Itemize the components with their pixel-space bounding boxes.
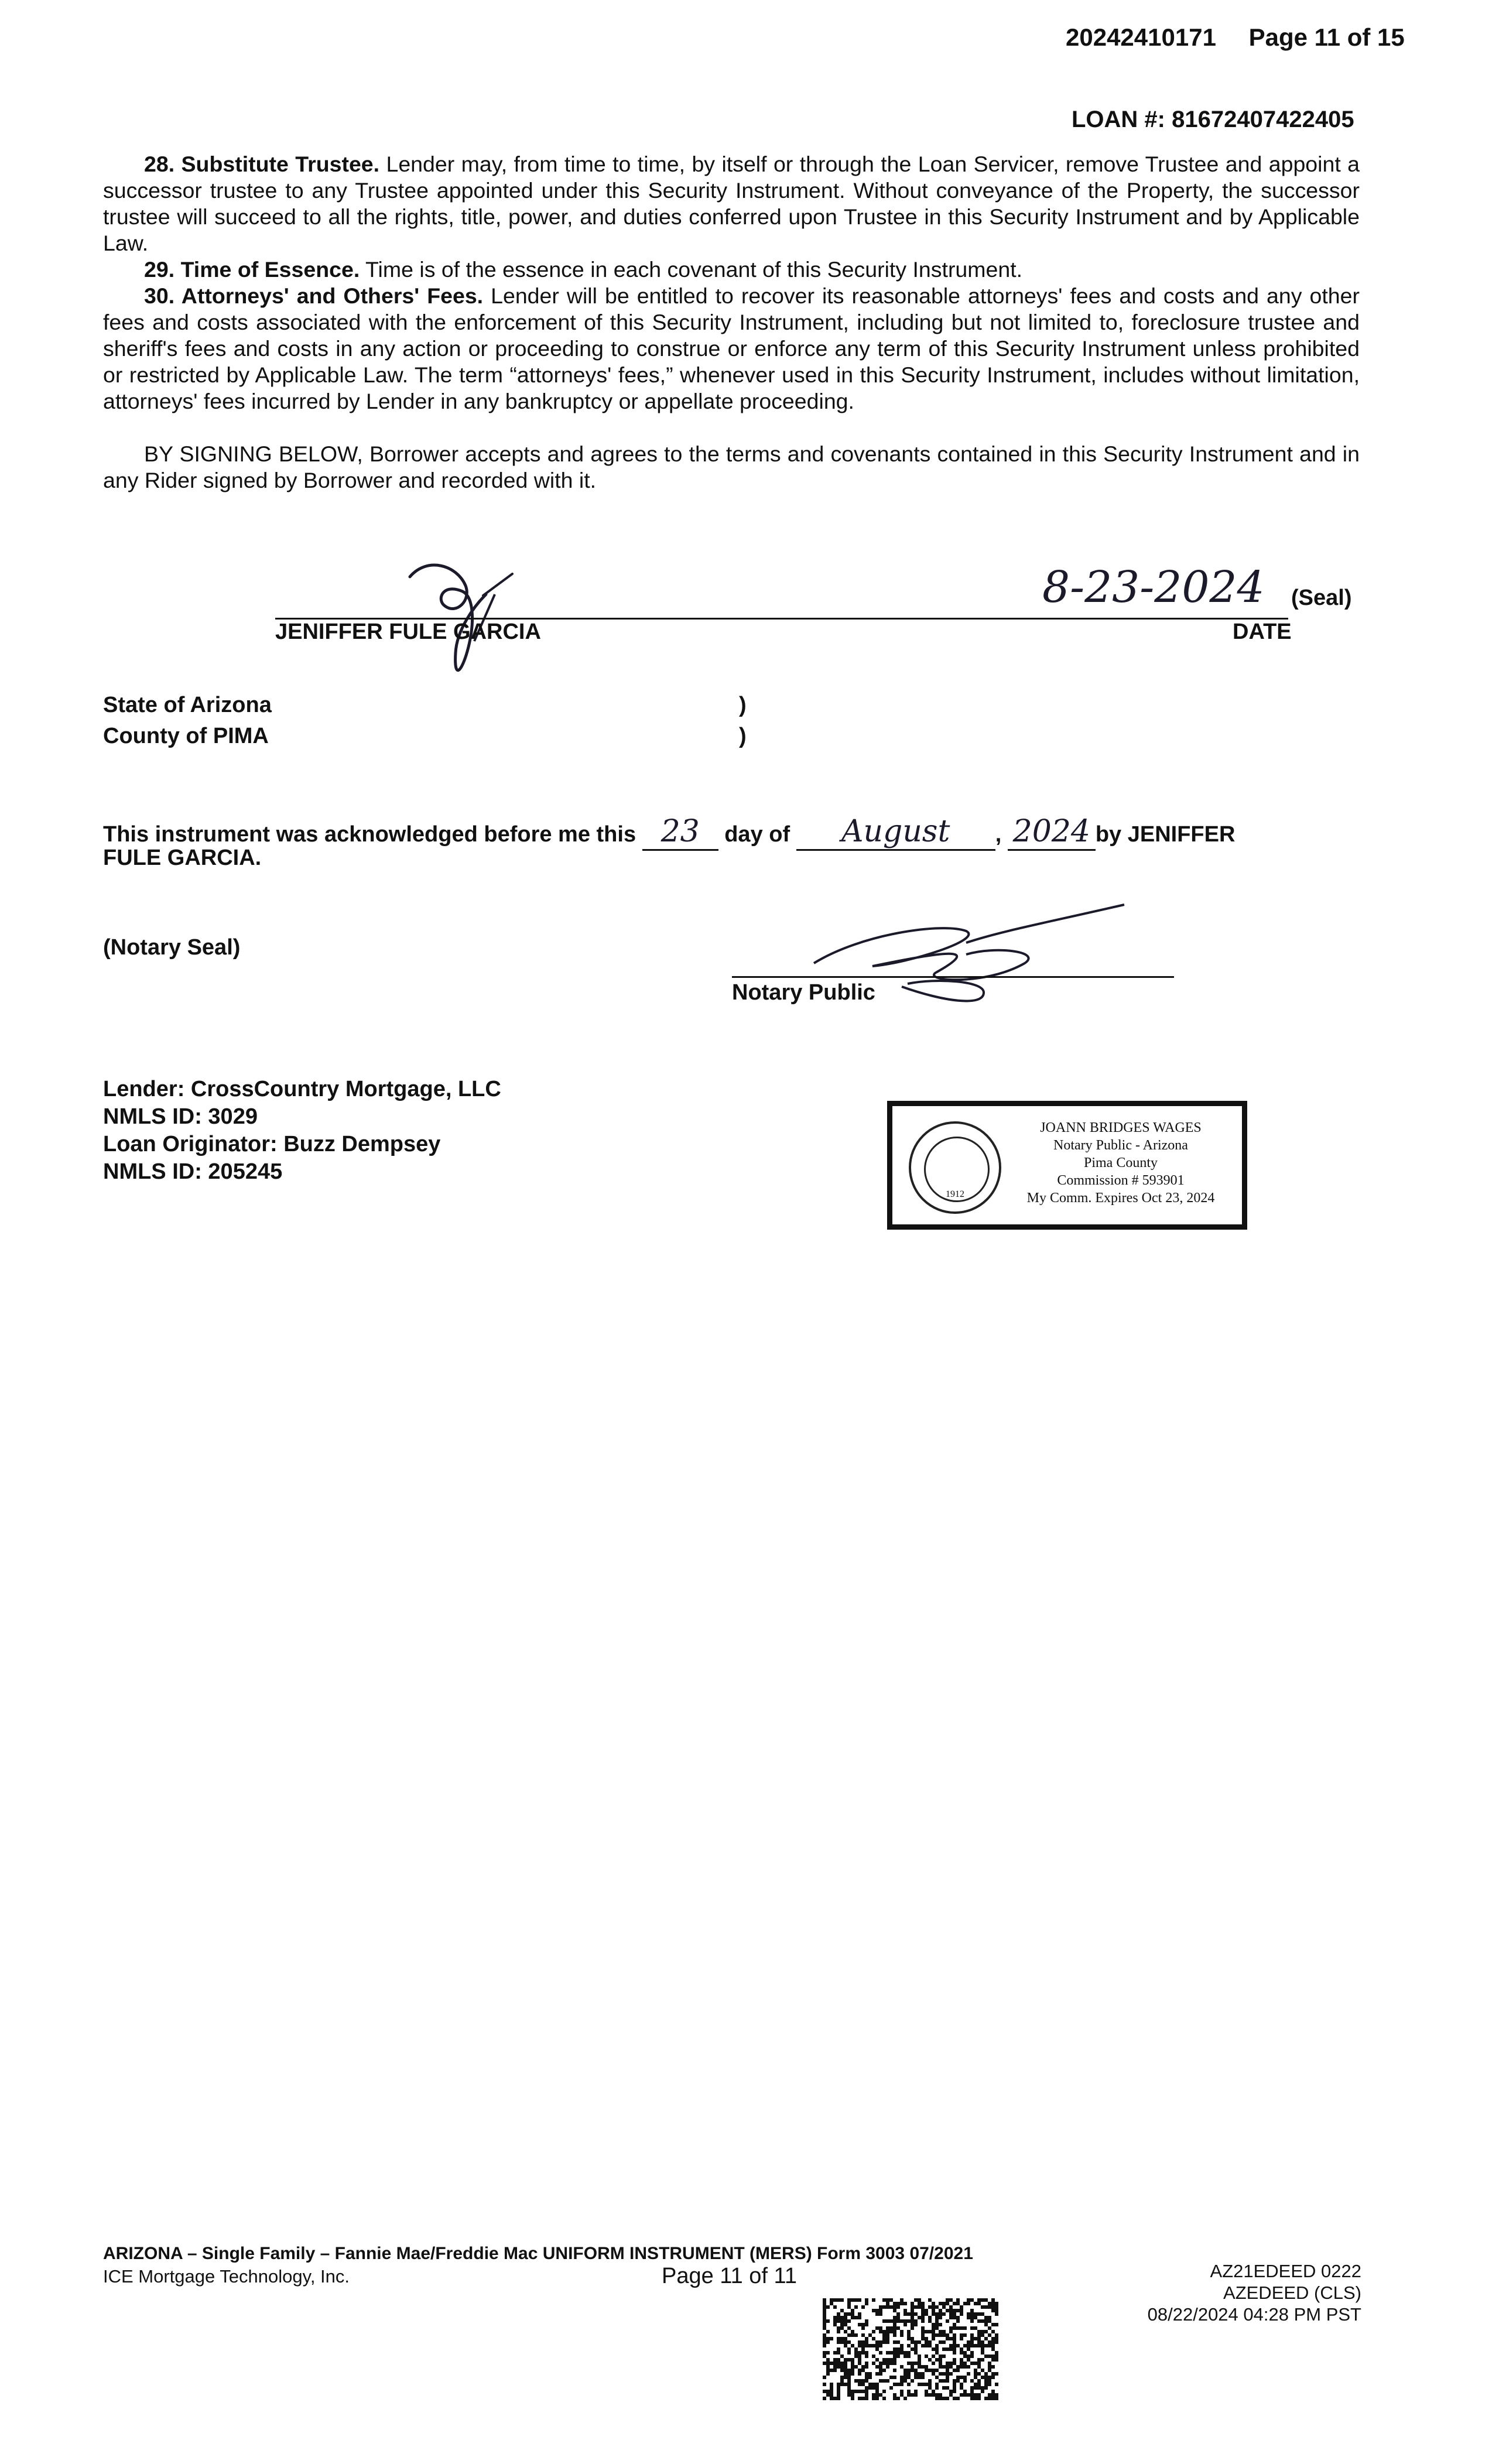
page-indicator: Page 11 of 15 — [1248, 23, 1405, 51]
ack-year: 2024 — [1008, 814, 1096, 851]
borrower-name: JENIFFER FULE GARCIA — [275, 620, 541, 644]
footer-codes — [1083, 2260, 1361, 2325]
venue-paren: ) — [739, 724, 747, 748]
ack-day-of: day of — [724, 822, 790, 847]
section-title: Substitute Trustee. — [181, 152, 380, 176]
section-number: 29. — [144, 257, 175, 282]
document-number: 20242410171 — [1066, 23, 1216, 51]
footer-form-code: AZ21EDEED 0222 — [1210, 2261, 1361, 2281]
ack-prefix: This instrument was acknowledged before me this — [103, 822, 636, 847]
stamp-expiration: My Comm. Expires Oct 23, 2024 — [1026, 1190, 1215, 1206]
section-30 — [103, 283, 1360, 415]
body-text — [103, 151, 1360, 494]
state-seal-icon — [909, 1121, 1001, 1214]
ack-month: August — [796, 814, 995, 851]
originator-nmls: NMLS ID: 205245 — [103, 1159, 283, 1184]
section-title: Time of Essence. — [180, 257, 360, 282]
stamp-notary-title: Notary Public - Arizona — [1053, 1138, 1188, 1153]
stamp-notary-name: JOANN BRIDGES WAGES — [1040, 1120, 1202, 1135]
recording-header — [1066, 23, 1405, 52]
footer-form-line — [103, 2244, 973, 2264]
footer-timestamp: 08/22/2024 04:28 PM PST — [1147, 2304, 1361, 2325]
seal-year: 1912 — [946, 1189, 964, 1199]
lender-nmls: NMLS ID: 3029 — [103, 1104, 258, 1129]
ack-by: by JENIFFER — [1095, 822, 1236, 847]
footer-form: – Single Family – Fannie Mae/Freddie Mac UNIFORM INSTRUMENT (MERS) Form 3003 07/2021 — [182, 2244, 973, 2263]
section-29 — [103, 256, 1360, 283]
acknowledgment-line — [103, 814, 1235, 851]
ack-day: 23 — [642, 814, 718, 851]
handwritten-date: 8-23-2024 — [1042, 562, 1265, 612]
barcode-icon — [823, 2298, 998, 2401]
stamp-text — [1001, 1119, 1241, 1207]
venue-state: State of Arizona — [103, 693, 272, 717]
section-title: Attorneys' and Others' Fees. — [181, 283, 484, 308]
section-text: Lender may, from time to time, by itself or through the Loan Servicer, remove Trustee and appoint a successor trustee to any Trustee appointed under this Security Instrument. Without conveyance of the Property, the successor trustee will succeed to all the rights, title, power, and duties conferred upon Trustee in this Security Instrument and by Applicable Law. — [103, 152, 1360, 255]
stamp-commission: Commission # 593901 — [1057, 1173, 1185, 1188]
footer-state: ARIZONA — [103, 2244, 183, 2263]
notary-seal-label: (Notary Seal) — [103, 935, 241, 960]
venue-county: County of PIMA — [103, 724, 269, 748]
footer-page: Page 11 of 11 — [662, 2264, 798, 2288]
loan-number: LOAN #: 81672407422405 — [1072, 107, 1354, 132]
notary-stamp — [887, 1101, 1247, 1230]
section-28 — [103, 151, 1360, 256]
section-text: Lender will be entitled to recover its reasonable attorneys' fees and costs and any other fees and costs associated with the enforcement of this Security Instrument, including but not limited to, foreclosure trustee and sheriff's fees and costs in any action or proceeding to construe or enforce any term of this Security Instrument unless prohibited or restricted by Applicable Law. The term “attorneys' fees,” whenever used in this Security Instrument, includes without limitation, attorneys' fees incurred by Lender in any bankruptcy or appellate proceeding. — [103, 283, 1360, 413]
section-number: 30. — [144, 283, 175, 308]
section-number: 28. — [144, 152, 175, 176]
ack-line-2: FULE GARCIA. — [103, 846, 262, 870]
date-label: DATE — [1233, 620, 1292, 644]
stamp-county: Pima County — [1083, 1155, 1158, 1171]
footer-form-id: AZEDEED (CLS) — [1223, 2282, 1361, 2303]
venue-paren: ) — [739, 693, 747, 717]
loan-originator: Loan Originator: Buzz Dempsey — [103, 1132, 441, 1156]
section-text: Time is of the essence in each covenant of this Security Instrument. — [360, 257, 1023, 282]
footer-company: ICE Mortgage Technology, Inc. — [103, 2266, 350, 2287]
seal-label: (Seal) — [1291, 586, 1352, 610]
lender-name: Lender: CrossCountry Mortgage, LLC — [103, 1077, 501, 1101]
notary-public-label: Notary Public — [732, 980, 875, 1005]
ack-comma: , — [995, 822, 1002, 847]
signing-statement: BY SIGNING BELOW, Borrower accepts and agrees to the terms and covenants contained in this Security Instrument and in any Rider signed by Borrower and recorded with it. — [103, 442, 1360, 492]
notary-signature-line — [732, 976, 1174, 978]
